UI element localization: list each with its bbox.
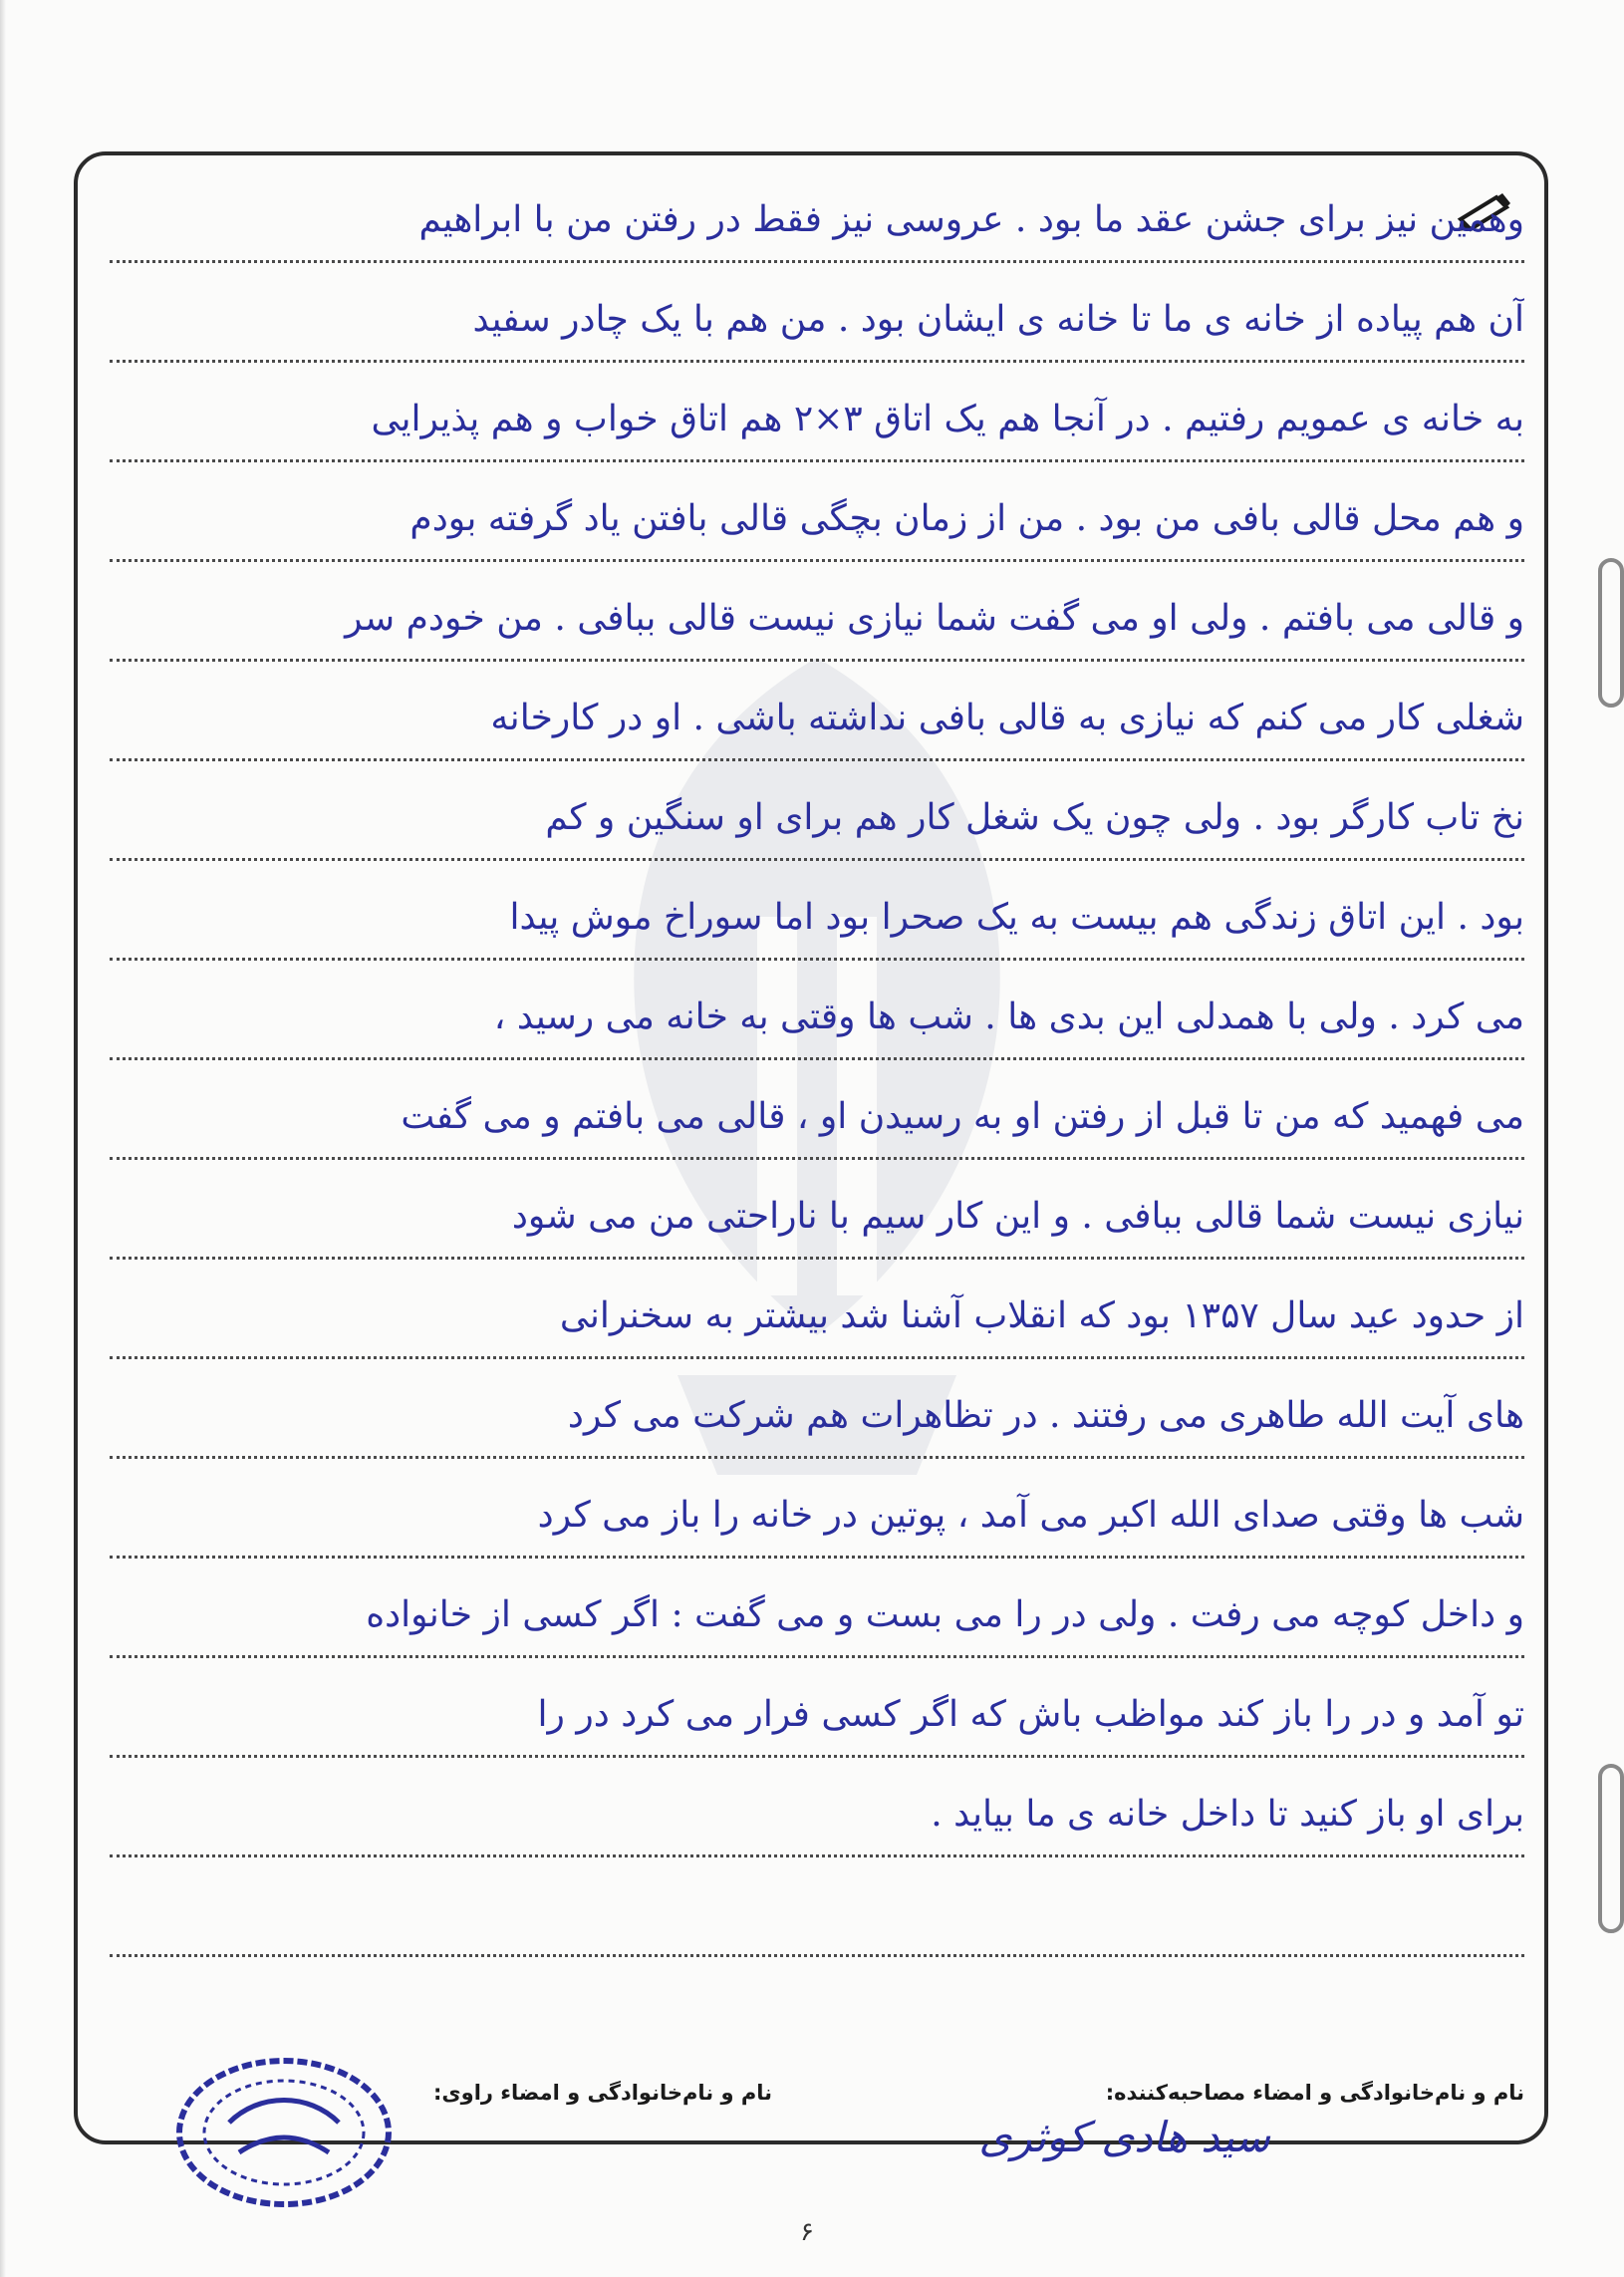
dotted-rule [110, 1655, 1524, 1658]
line-text: و داخل کوچه می رفت . ولی در را می بست و می گفت : اگر کسی از خانواده [366, 1594, 1524, 1635]
line-text: های آیت الله طاهری می رفتند . در تظاهرات هم شرکت می کرد [567, 1395, 1524, 1436]
dotted-rule [110, 1954, 1524, 1957]
handwritten-line [110, 1883, 1524, 1963]
handwritten-line [110, 1285, 1524, 1365]
line-text: می فهمید که من تا قبل از رفتن او به رسیدن او ، قالی می بافتم و می گفت [401, 1096, 1524, 1137]
handwritten-line [110, 987, 1524, 1066]
handwritten-line [110, 1086, 1524, 1166]
line-text: به خانه ی عمویم رفتیم . در آنجا هم یک اتاق ۳×۲ هم اتاق خواب و هم پذیرایی [371, 399, 1524, 439]
handwritten-line [110, 1186, 1524, 1266]
dotted-rule [110, 1057, 1524, 1060]
handwritten-line [110, 1684, 1524, 1764]
dotted-rule [110, 559, 1524, 562]
binder-clip [1598, 1764, 1624, 1933]
dotted-rule [110, 1456, 1524, 1459]
handwritten-line [110, 588, 1524, 668]
line-text: برای او باز کنید تا داخل خانه ی ما بیاید . [931, 1794, 1524, 1835]
binder-clip [1598, 558, 1624, 708]
line-text: و هم محل قالی بافی من بود . من از زمان بچگی قالی بافتن یاد گرفته بودم [409, 498, 1524, 539]
dotted-rule [110, 958, 1524, 961]
interviewer-label: نام و نام‌خانوادگی و امضاء مصاحبه‌کننده: [1105, 2081, 1524, 2105]
interviewer-signature: سید هادی کوثری [978, 2113, 1270, 2161]
dotted-rule [110, 260, 1524, 263]
dotted-rule [110, 858, 1524, 861]
line-text: تو آمد و در را باز کند مواظب باش که اگر کسی فرار می کرد در را [537, 1694, 1524, 1735]
handwritten-line [110, 787, 1524, 867]
dotted-rule [110, 1854, 1524, 1857]
line-text: وهمین نیز برای جشن عقد ما بود . عروسی نیز فقط در رفتن من با ابراهیم [418, 199, 1524, 240]
dotted-rule [110, 659, 1524, 662]
handwritten-line [110, 1485, 1524, 1565]
handwritten-line [110, 488, 1524, 568]
line-text: نخ تاب کارگر بود . ولی چون یک شغل کار هم برای او سنگین و کم [545, 797, 1524, 838]
dotted-rule [110, 1257, 1524, 1260]
dotted-rule [110, 1556, 1524, 1559]
dotted-rule [110, 459, 1524, 462]
scan-edge-shadow [0, 0, 6, 2277]
line-text: شب ها وقتی صدای الله اکبر می آمد ، پوتین در خانه را باز می کرد [537, 1495, 1524, 1536]
ink-stamp [169, 2053, 399, 2212]
line-text [110, 1883, 1524, 1945]
line-text: و قالی می بافتم . ولی او می گفت شما نیازی نیست قالی ببافی . من خودم سر [345, 598, 1524, 639]
handwritten-line [110, 1584, 1524, 1664]
dotted-rule [110, 758, 1524, 761]
page-number: ۶ [800, 2217, 814, 2247]
handwritten-line [110, 1784, 1524, 1863]
handwritten-line [110, 688, 1524, 767]
dotted-rule [110, 1356, 1524, 1359]
dotted-rule [110, 1157, 1524, 1160]
dotted-rule [110, 1755, 1524, 1758]
handwritten-line [110, 389, 1524, 468]
handwritten-line [110, 1385, 1524, 1465]
narrator-label: نام و نام‌خانوادگی و امضاء راوی: [433, 2081, 772, 2105]
dotted-rule [110, 360, 1524, 363]
handwritten-line [110, 289, 1524, 369]
handwritten-line [110, 887, 1524, 967]
line-text: نیازی نیست شما قالی ببافی . و این کار سیم با ناراحتی من می شود [511, 1196, 1524, 1237]
line-text: از حدود عید سال ۱۳۵۷ بود که انقلاب آشنا شد بیشتر به سخنرانی [559, 1295, 1524, 1336]
line-text: آن هم پیاده از خانه ی ما تا خانه ی ایشان بود . من هم با یک چادر سفید [472, 299, 1524, 340]
line-text: بود . این اتاق زندگی هم بیست به یک صحرا بود اما سوراخ موش پیدا [509, 897, 1524, 938]
line-text: شغلی کار می کنم که نیازی به قالی بافی نداشته باشی . او در کارخانه [490, 698, 1524, 738]
handwritten-line [110, 189, 1524, 269]
line-text: می کرد . ولی با همدلی این بدی ها . شب ها وقتی به خانه می رسید ، [493, 996, 1524, 1037]
